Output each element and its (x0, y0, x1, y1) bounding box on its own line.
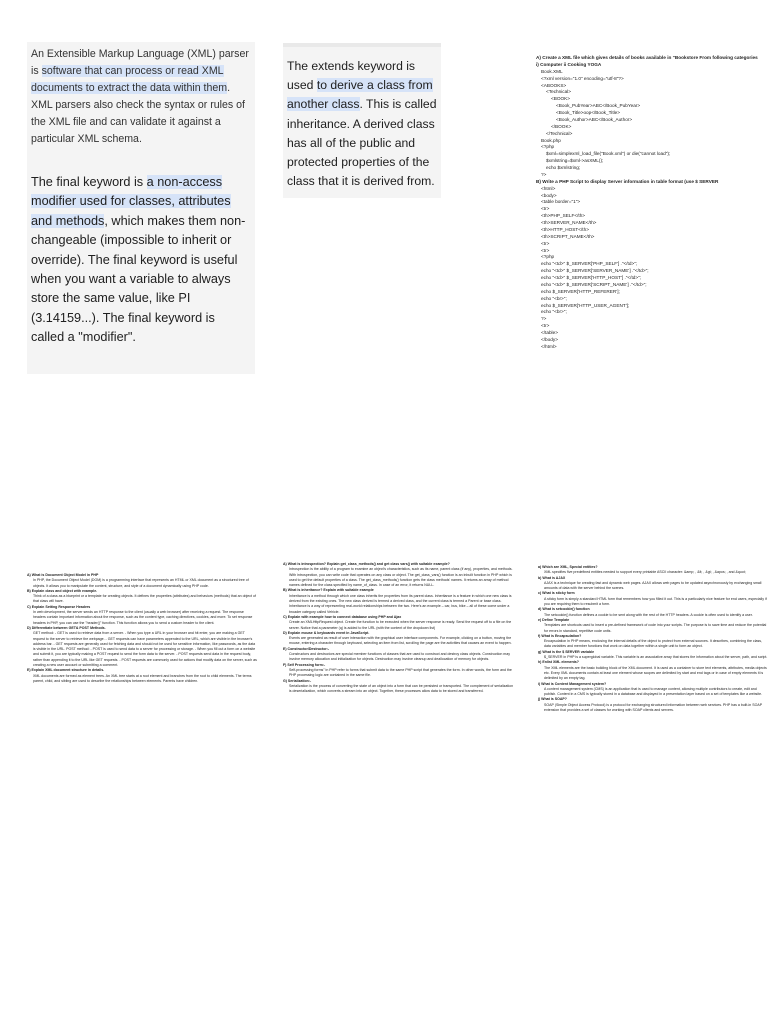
answer-a-code-line: </Technical> (546, 130, 573, 136)
answer-text: Create an XMLHttpRequest object. Create the function to be executed when the server response is ready. Send the request off to a file on the server. Notice that a parameter (q) is added to the URL (with the content of the dropdown list) (289, 620, 512, 630)
question-heading: e) Define Template (538, 617, 570, 622)
question-heading: a) Which are XML, Special entities? (538, 565, 598, 569)
answer-text: A content management system (CMS) is an application that is used to manage content, allowing multiple contributors to create, edit and publish. Content in a CMS is typically stored in a database and displayed in a presentation layer based on a set of templates like a website. (544, 686, 763, 697)
answer-text: $_SERVER in PHP is a superglobal variable. This variable is an associative array that stores the information about the server, path, and script. (544, 655, 768, 660)
final-keyword-text-post: , which makes them non-changeable (impossible to inherit or override). The final keyword is useful when you want a variable to always store the same value, like PI (3.14159...). The final keyword is called a "modifier". (31, 213, 246, 345)
answer-b-code-line: </body> (541, 336, 558, 342)
answer-a-code-line: <Book_Author>ABC</Book_Author> (556, 116, 633, 122)
answer-a-code-line: <BOOK> (551, 96, 571, 102)
answer-b-code-line: echo "<br>"; (541, 309, 567, 315)
answer-b-code-line: <tr> (541, 247, 550, 253)
final-keyword-highlight: a non-access modifier used for classes, attributes and methods (31, 175, 231, 228)
xml-parser-highlight: software that can process or read XML documents to extract the data within them (31, 65, 228, 94)
answer-text: Templates are shortcuts used to insert a pre-defined framework of code into your scripts. The purpose is to save time and reduce the potential for errors in standard, repetitive code units. (544, 623, 767, 633)
question-heading: B) What is inheritance? Explain with suitable example (283, 588, 374, 593)
question-heading: D) Explain mouse & keyboards event in JavaScript. (283, 630, 370, 635)
question-a-heading: A) Create a XML file which gives details of books available in "Bookstore From following categories i) Computer ii Cooking YOGA (536, 55, 758, 67)
answer-b-code-line: <tr> (541, 323, 550, 329)
question-heading: h) Enlist XML elements? (538, 660, 579, 665)
answer-b-code-line: <tr> (541, 206, 550, 212)
code-answers-panel (536, 55, 760, 440)
answer-a-code-line: <Book_Title>oop</Book_Title> (556, 110, 621, 115)
extends-paragraph (287, 57, 437, 191)
question-heading: F) Self Processing form:- (283, 662, 326, 667)
final-keyword-paragraph (31, 173, 251, 348)
answer-a-code-line: $xmlstring=$xml->asXML(); (546, 158, 604, 164)
answer-a-code-line: <?xml version="1.0" encoding="utf-8"?> (541, 75, 624, 81)
answer-b-code-line: <th>SCRIPT_NAME</th> (541, 233, 595, 239)
answer-text: The XML elements are the basic building block of the XML document. It is used as a container to store text elements, attributes, media objects etc. Every XML documents contain at least one element whose scopes are delimited by start and end tags or in case of empty elements it is delimited by an empty tag. (544, 665, 767, 681)
answer-text: XML documents are formed as element trees. An XML tree starts at a root element and branches from the root to child elements. The terms parent, child, and sibling are used to describe the relationships between elements. Parents have children. (33, 673, 252, 683)
answer-text: Constructors and destructors are special member functions of classes that are used to construct and destroy class objects. Construction may involve memory allocation and initialization for objects. Destruction may involve cleanup and deallocation of memory for objects. (289, 652, 510, 662)
xml-parser-note-panel (27, 42, 255, 374)
answer-b-code-line: </html> (541, 343, 557, 349)
extends-highlight: to derive a class from another class (287, 78, 433, 112)
question-b-heading: B) Write a PHP Script to display Server information in table format (use $ SERVER (536, 178, 719, 184)
answer-a-code (536, 69, 760, 179)
answer-a-code-line: $xml=simplexml_load_file("Book.xml") or die("cannot load"); (546, 151, 671, 157)
answer-text: Think of a class as a blueprint or a template for creating objects. It defines the properties (attributes) and behaviors (methods) that an object of that class will have. (33, 594, 256, 604)
answer-b-code-line: echo "<td>" $_SERVER['SCRIPT_NAME'] ."</td>"; (541, 281, 647, 287)
question-heading: c) What is sticky form (538, 591, 575, 596)
notes-column-2 (283, 562, 515, 694)
question-heading: f) What is Encapsulation? (538, 633, 582, 638)
question-heading: D) Differentiate between GET& POST Methods. (27, 625, 106, 630)
question-heading: E) Explain XML document structure in details. (27, 668, 105, 673)
answer-b-code-line: <table border="1"> (541, 199, 581, 205)
answer-a-code-line: <Book_PubYear>ABC</Book_PubYear> (556, 103, 641, 109)
answer-b-code-line: ?> (541, 316, 547, 322)
question-heading: C) Explain Setting Response Headers (27, 604, 91, 609)
final-keyword-text-pre: The final keyword is (31, 175, 147, 189)
answer-b-code-line: <th>HTTP_HOST</th> (541, 226, 589, 232)
answer-text: In web development, the server sends an HTTP response to the client (usually a web browser) after receiving a request. The response headers contain important information about the response, such as the content type, caching directives, cookies, and more. To set response headers in PHP, you can use the "header()" function. This function allows you to send a custom header to the client. (33, 610, 253, 625)
answer-b-code-line: <html> (541, 185, 556, 191)
question-heading: C) Explain with example how to connect database using PHP and Ajax (283, 614, 402, 619)
answer-a-code-line: Book.XML (541, 68, 563, 74)
answer-a-code-line: <?php (541, 144, 555, 150)
answer-text: XML specifies five predefined entities needed to support every printable ASCII character: &amp; , &lt; , &gt; , &apos; , and &quot; (544, 570, 746, 575)
answer-b-code-line: <body> (541, 192, 557, 198)
answer-text: Self-processing forms" in PHP refer to forms that submit data to the same PHP script that generates the form. In other words, the form and the PHP processing logic are contained in the same file. (289, 667, 512, 678)
notes-column-3 (538, 565, 768, 713)
question-heading: g) What is the $ SERVER variable (538, 649, 595, 654)
xml-parser-text-pre: An Extensible Markup Language (XML) parser is (31, 48, 249, 77)
answer-b-code-line: echo "<td>" $_SERVER['HTTP_HOST'] ."</td>"; (541, 275, 642, 280)
question-heading: i) What is Content Management system? (538, 681, 607, 686)
answer-text: The setcookie() function defines a cookie to be sent along with the rest of the HTTP headers. A cookie is often used to identify a user. (544, 612, 753, 617)
question-heading: j) What is SOAP? (538, 697, 567, 702)
answer-b-code-line: <th>SERVER_NAME</th> (541, 220, 597, 225)
panel-top-bar (283, 43, 441, 47)
extends-text-post: . This is called inheritance. A derived class has all of the public and protected properties of the class that it is derived from. (287, 97, 437, 189)
answer-b-code-line: <th>PHP_SELF</th> (541, 213, 586, 219)
answer-a-code-line: echo $xmlstring; (546, 165, 581, 170)
question-heading: A) What is introspection? Explain get_class_methods() and get class vars() with suitable example? (283, 562, 450, 566)
answer-text: Inheritance is a method through which one class inherits the properties from its parent class. Inheritance is a feature in which one new class is derived from the existing ones. The new class derived is termed a derived class, and the current class is termed a Parent or base class. Inheritance is a way of representing real-world relationships between the two. Here's an example – car, bus, bike – all of these come under a broader category called Vehicle. (289, 593, 512, 614)
answer-text: Serialization is the process of converting the state of an object into a form that can be persisted or transported. The complement of serialization is deserialization, which converts a stream into an object. Together, these processes allow data to be stored and transferred. (289, 683, 514, 694)
question-heading: B) Explain class and object with example. (27, 588, 98, 593)
answer-a-code-line: <ABOOKS> (541, 82, 567, 88)
answer-b-code (536, 186, 760, 351)
answer-text: A sticky form is simply a standard HTML form that remembers how you filled it out. This is a particularly nice feature for end users, especially if you are requiring them to resubmit a form. (544, 596, 767, 607)
xml-parser-paragraph (31, 46, 251, 148)
answer-text: GET method: - GET is used to retrieve data from a server. - When you type a URL in your browser and hit enter, you are making a GET request to the server to retrieve the webpage. - GET requests can have parameters appended to the URL, which are visible in the browser's address bar. - GET requests are generally used for fetching data and should not be used for sensitive information, like passwords, as the data is visible in the URL. POST method: - POST is used to send data to a server for processing or storage. - When you fill out a form on a website and submit it, you are typically making a POST request to send the form data to the server. - POST requests send data in the request body, rather than appending it to the URL like GET requests. - POST requests are commonly used for actions that modify data on the server, such as creating a new user account or submitting a comment. (33, 631, 257, 668)
answer-b-code-line: <tr> (541, 240, 550, 246)
answer-a-code-line: ?> (541, 171, 547, 177)
answer-a-code-line: <Technical> (546, 89, 572, 95)
answer-b-code-line: echo $_SERVER['HTTP_REFERER']; (541, 288, 620, 294)
answer-b-code-line: <?php (541, 254, 555, 260)
answer-b-code-line: echo $_SERVER['HTTP_USER_AGENT']; (541, 302, 630, 308)
question-heading: A) What is Document Object Model in PHP (27, 573, 99, 577)
answer-text: SOAP (Simple Object Access Protocol) is a protocol for exchanging structured information between web services. PHP has a built-in SOAP extension that provides a set of classes for working with SOAP clients and servers. (544, 702, 763, 713)
answer-text: AJAX is a technique for creating fast and dynamic web pages. AJAX allows web pages to be updated asynchronously by exchanging small amounts of data with the server behind the scenes. (544, 580, 762, 591)
answer-text: Events are generated as result of user interaction with the graphical user interface components. For example, clicking on a button, moving the mouse, entering a character through keyboard, selecting an item from list, scrolling the page are the activities that causes an event to happen. (289, 636, 512, 646)
answer-text: In PHP, the Document Object Model (DOM) is a programming interface that represents an HTML or XML document as a structured tree of objects. It allows you to manipulate the content, structure, and style of a document dynamically using PHP code. (33, 578, 249, 588)
answer-b-code-line: </table> (541, 330, 558, 335)
question-heading: d) What is setcookie() function (538, 607, 590, 612)
answer-a-code-line: </BOOK> (551, 123, 572, 129)
answer-b-code-line: echo "<td>" $_SERVER['SERVER_NAME'] ."</td>"; (541, 268, 649, 274)
answer-text: Encapsulation in PHP means, enclosing the internal details of the object to protect from external sources. It describes, combining the class, data variables and member functions that work on data together within a single unit to form an object. (544, 639, 762, 649)
answer-b-code-line: echo "<td>" $_SERVER['PHP_SELF'] ."</td>"; (541, 261, 638, 267)
answer-a-code-line: Book.php (541, 137, 561, 143)
extends-keyword-panel (283, 43, 441, 198)
notes-column-1 (27, 573, 257, 684)
question-heading: G) Serialization:- (283, 678, 312, 683)
xml-parser-text-post: . XML parsers also check the syntax or rules of the XML file and can validate it against a particular XML schema. (31, 82, 245, 145)
extends-text-pre: The extends keyword is used (287, 59, 416, 93)
answer-text: Introspection is the ability of a program to examine an object's characteristics, such as its name, parent class (if any), properties, and methods. With introspection, you can write code that operates on any class or object. The get_class_vars() function is an inbuilt function in PHP which is used to get the default properties of a class. The get_class_methods() function gets the class methods' names. It returns an array of method names defined for the class specified by name_of_class. In case of an error, it returns NULL. (289, 567, 513, 588)
answer-b-code-line: echo "<br>"; (541, 295, 567, 301)
question-heading: E) Constructor/Destructor:- (283, 646, 330, 651)
question-heading: b) What is AJAX (538, 575, 566, 580)
